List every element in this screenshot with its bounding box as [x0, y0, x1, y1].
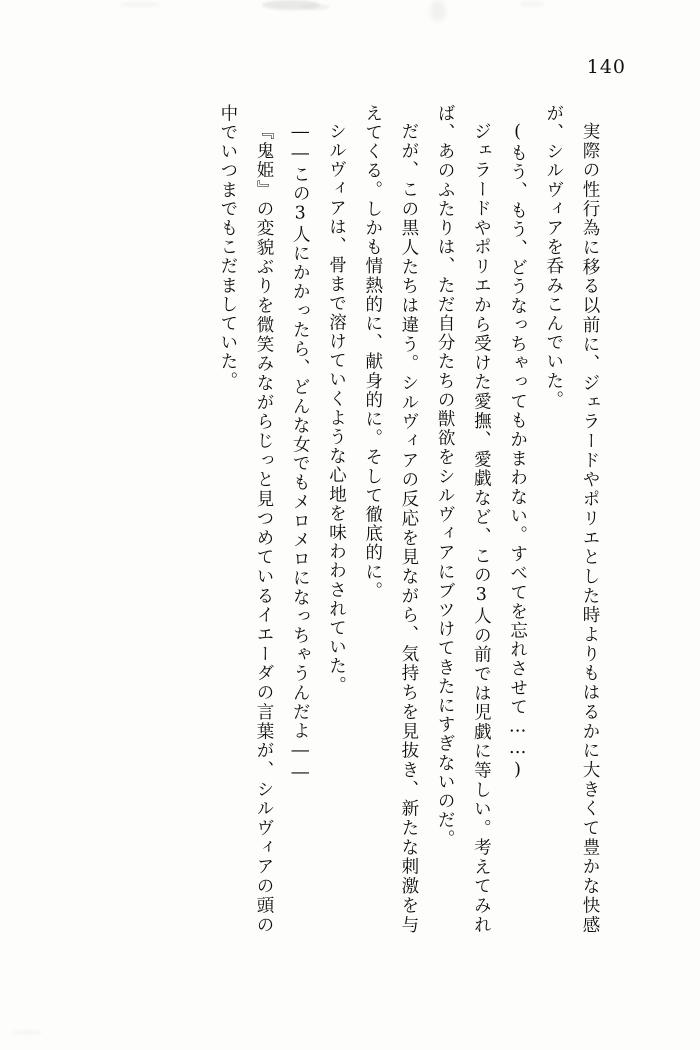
scan-artifact-smudge [300, 4, 330, 10]
page-number: 140 [586, 56, 626, 78]
paragraph: 『鬼姫』の変貌ぶりを微笑みながらじっと見つめているイエーダの言葉が、シルヴィアの頭の中でいつまでもこだましていた。 [217, 104, 275, 934]
paragraph: (もう、もう、どうなっちゃってもかまわない。すべてを忘れさせて……) [507, 121, 528, 781]
body-text-block [176, 104, 608, 934]
paragraph: 実際の性行為に移る以前に、ジェラードやポリエとした時よりもはるかに大きくて豊かな快感が、シルヴィアを呑みこんでいた。 [543, 104, 600, 934]
scan-artifact-smudge [520, 1, 544, 7]
scan-artifact-smudge [120, 2, 160, 7]
paragraph: だが、この黒人たちは違う。シルヴィアの反応を見ながら、気持ちを見抜き、新たな刺激を与えてくる。しかも情熱的に、献身的に。そして徹底的に。 [362, 104, 419, 934]
scan-artifact-smudge [12, 1030, 42, 1035]
paragraph: ――この3人にかかったら、どんな女でもメロメロになっちゃうんだよ―― [290, 121, 311, 784]
scan-artifact-smudge [430, 0, 446, 22]
paragraph: シルヴィアは、骨まで溶けていくような心地を味わわされていた。 [326, 121, 347, 695]
paragraph: ジェラードやポリエから受けた愛撫、愛戯など、この3人の前では児戯に等しい。考えてみれば、あのふたりは、ただ自分たちの獣欲をシルヴィアにブツけてきたにすぎないのだ。 [435, 104, 492, 934]
